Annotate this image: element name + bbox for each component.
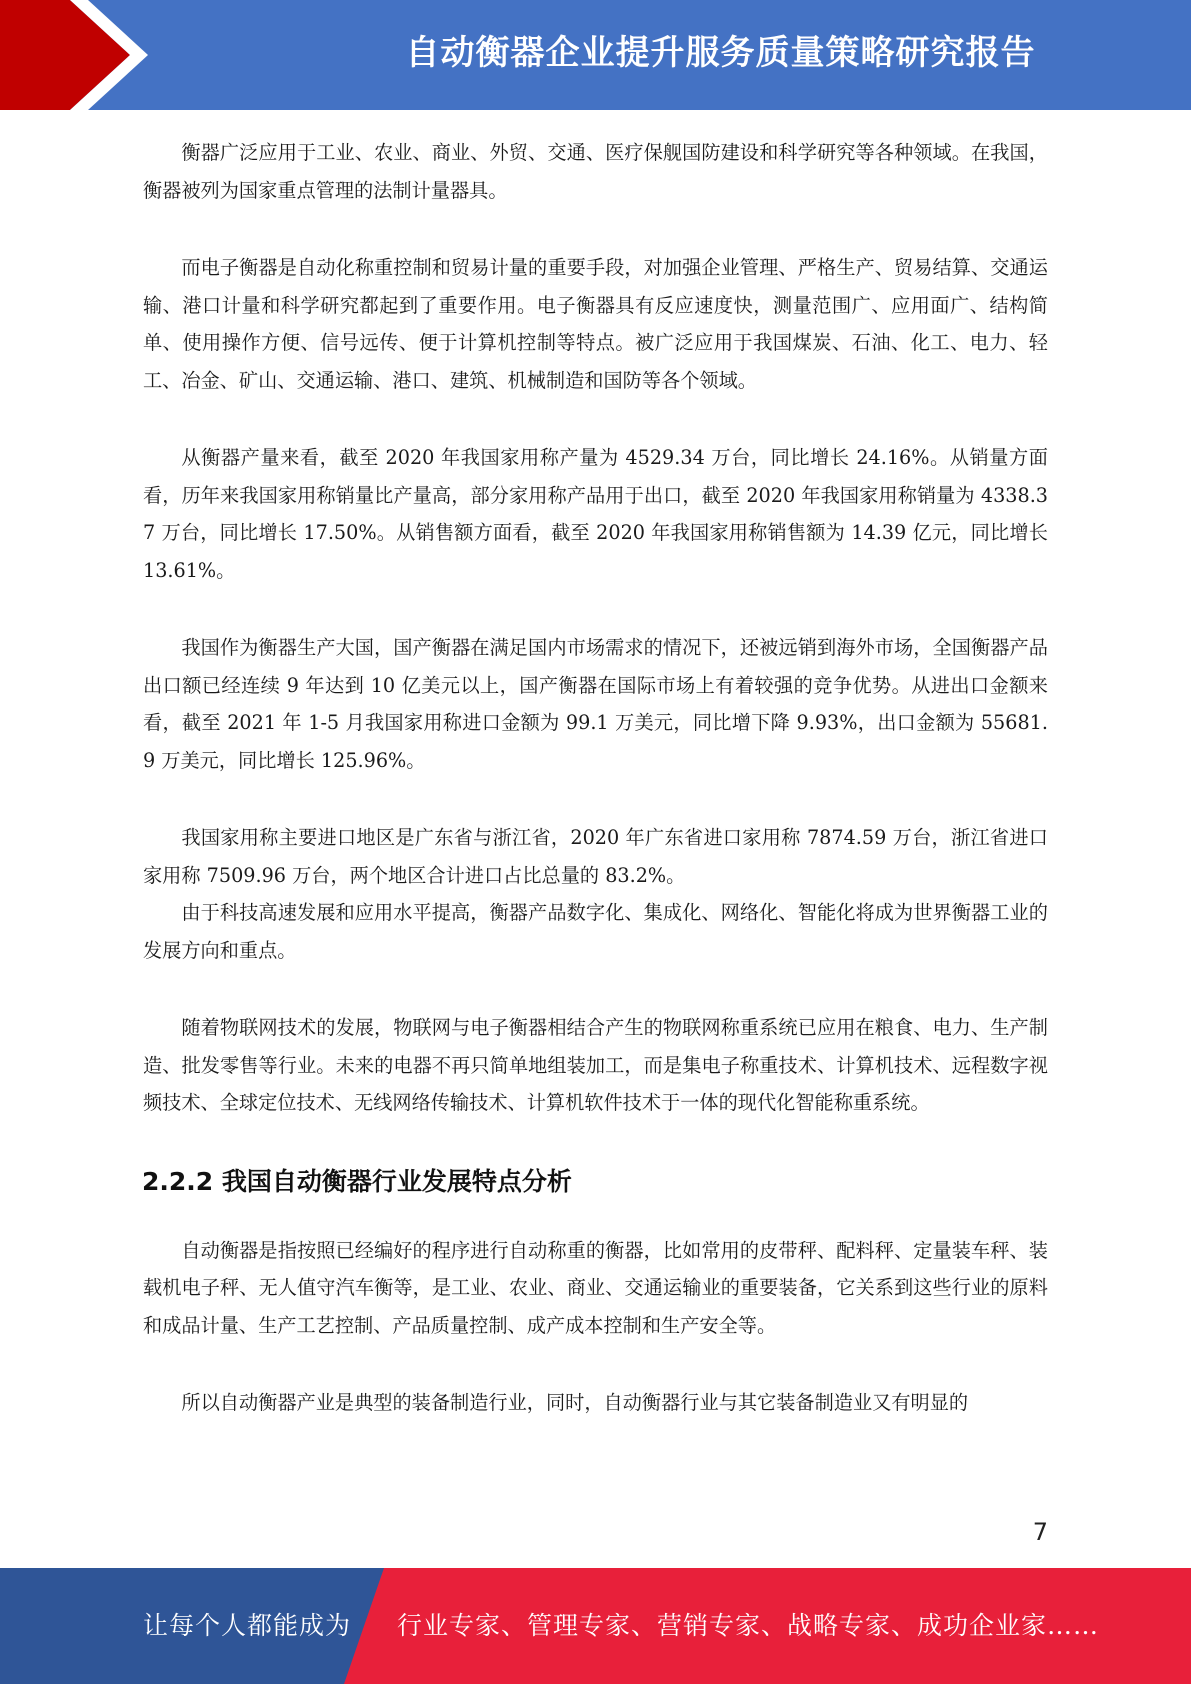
paragraph: 我国家用称主要进口地区是广东省与浙江省，2020 年广东省进口家用称 7874.59 万台，浙江省进口家用称 7509.96 万台，两个地区合计进口占比总量的 83.2%。 <box>143 826 1048 887</box>
paragraph: 衡器广泛应用于工业、农业、商业、外贸、交通、医疗保舰国防建设和科学研究等各种领域。在我国，衡器被列为国家重点管理的法制计量器具。 <box>143 141 1048 202</box>
header-arrow-ribbon-icon <box>0 0 160 110</box>
paragraph: 随着物联网技术的发展，物联网与电子衡器相结合产生的物联网称重系统已应用在粮食、电力、生产制造、批发零售等行业。未来的电器不再只简单地组装加工，而是集电子称重技术、计算机技术、远程数字视频技术、全球定位技术、无线网络传输技术、计算机软件技术于一体的现代化智能称重系统。 <box>143 1016 1048 1114</box>
footer-slogan-right: 行业专家、管理专家、营销专家、战略专家、成功企业家…… <box>397 1611 1100 1640</box>
section-heading: 2.2.2 我国自动衡器行业发展特点分析 <box>142 1166 572 1196</box>
page-header <box>0 0 1191 110</box>
paragraph: 而电子衡器是自动化称重控制和贸易计量的重要手段，对加强企业管理、严格生产、贸易结算、交通运输、港口计量和科学研究都起到了重要作用。电子衡器具有反应速度快，测量范围广、应用面广、结构简单、使用操作方便、信号远传、便于计算机控制等特点。被广泛应用于我国煤炭、石油、化工、电力、轻工、冶金、矿山、交通运输、港口、建筑、机械制造和国防等各个领域。 <box>143 256 1048 392</box>
document-body <box>143 134 1048 1422</box>
paragraph: 自动衡器是指按照已经编好的程序进行自动称重的衡器，比如常用的皮带秤、配料秤、定量装车秤、装载机电子秤、无人值守汽车衡等，是工业、农业、商业、交通运输业的重要装备，它关系到这些行业的原料和成品计量、生产工艺控制、产品质量控制、成产成本控制和生产安全等。 <box>143 1238 1048 1337</box>
document-title: 自动衡器企业提升服务质量策略研究报告 <box>405 33 1036 73</box>
paragraph: 由于科技高速发展和应用水平提高，衡器产品数字化、集成化、网络化、智能化将成为世界衡器工业的发展方向和重点。 <box>143 901 1048 962</box>
page-number: 7 <box>1032 1518 1048 1546</box>
page-footer <box>0 1568 1191 1684</box>
paragraph: 所以自动衡器产业是典型的装备制造行业，同时，自动衡器行业与其它装备制造业又有明显的 <box>181 1391 969 1414</box>
paragraph: 我国作为衡器生产大国，国产衡器在满足国内市场需求的情况下，还被远销到海外市场，全国衡器产品出口额已经连续 9 年达到 10 亿美元以上，国产衡器在国际市场上有着较强的竞争优势。从进出口金额来看，截至 2021 年 1-5 月我国家用称进口金额为 99.1 万美元，同比增下降 9.93%，出口金额为 55681.9 万美元，同比增长 125.96%。 <box>143 636 1048 772</box>
footer-slogan-left: 让每个人都能成为 <box>143 1611 352 1640</box>
paragraph: 从衡器产量来看，截至 2020 年我国家用称产量为 4529.34 万台，同比增长 24.16%。从销量方面看，历年来我国家用称销量比产量高，部分家用称产品用于出口，截至 2020 年我国家用称销量为 4338.37 万台，同比增长 17.50%。从销售额方面看，截至 2020 年我国家用称销售额为 14.39 亿元，同比增长 13.61%。 <box>143 446 1048 582</box>
